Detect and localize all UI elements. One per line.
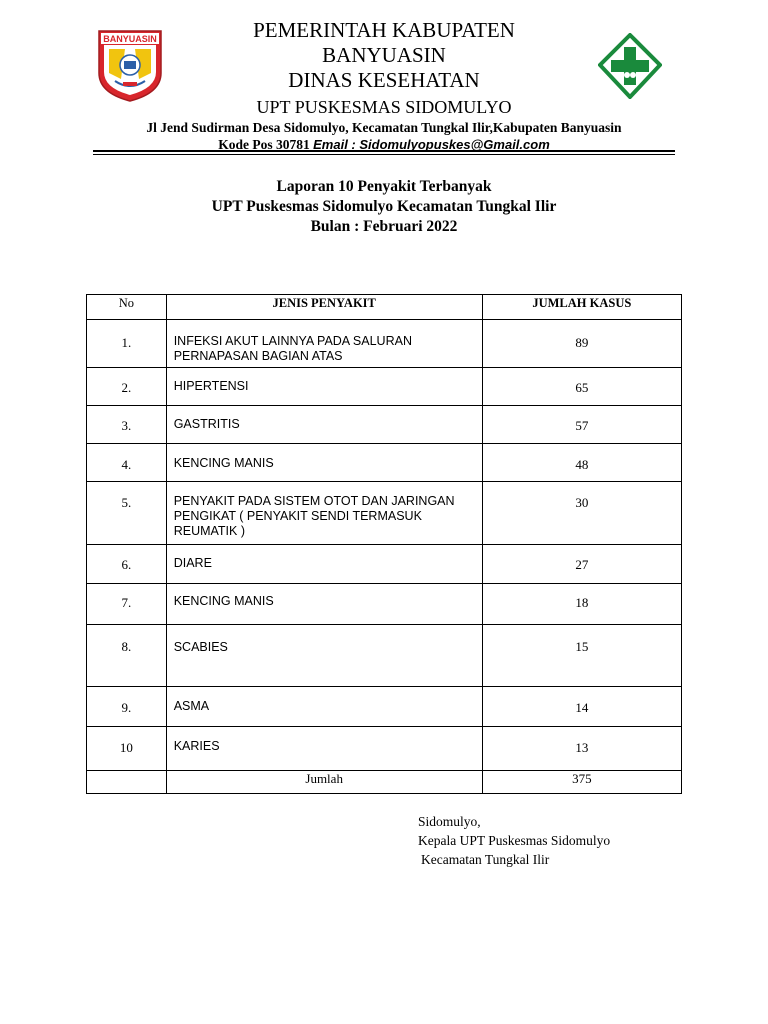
signature-district: Kecamatan Tungkal Ilir [421, 852, 550, 867]
table-row [87, 625, 682, 687]
case-count: 15 [575, 639, 589, 654]
row-number: 1. [121, 335, 132, 350]
row-number: 4. [121, 457, 132, 472]
column-header-disease: JENIS PENYAKIT [166, 295, 482, 320]
report-title [84, 177, 684, 237]
disease-table [86, 294, 682, 794]
row-number-cell [87, 320, 167, 368]
disease-name: SCABIES [173, 640, 228, 654]
table-row [87, 687, 682, 727]
postal-code: Kode Pos 30781 [218, 137, 310, 152]
disease-name-cell [166, 320, 482, 368]
disease-name: INFEKSI AKUT LAINNYA PADA SALURAN PERNAPASAN BAGIAN ATAS [173, 334, 412, 363]
case-count: 89 [575, 335, 589, 350]
total-empty-cell [87, 771, 167, 794]
disease-name: ASMA [173, 699, 210, 713]
table-row [87, 320, 682, 368]
unit-name: UPT PUSKESMAS SIDOMULYO [256, 97, 512, 117]
table-row [87, 368, 682, 406]
row-number: 9. [121, 700, 132, 715]
row-number: 3. [121, 418, 132, 433]
case-count: 27 [575, 557, 589, 572]
report-title-line1: Laporan 10 Penyakit Terbanyak [276, 178, 492, 195]
row-number: 10 [119, 740, 133, 755]
case-count: 57 [575, 418, 589, 433]
emblem-text: BANYUASIN [103, 34, 157, 44]
disease-name: KENCING MANIS [173, 456, 274, 470]
table-total-row [87, 771, 682, 794]
report-title-line3: Bulan : Februari 2022 [310, 218, 458, 235]
disease-name: PENYAKIT PADA SISTEM OTOT DAN JARINGAN PENGIKAT ( PENYAKIT SENDI TERMASUK REUMATIK ) [173, 494, 455, 538]
signature-place: Sidomulyo, [418, 814, 481, 829]
row-number: 5. [121, 495, 132, 510]
regency-name: BANYUASIN [322, 43, 446, 67]
case-count: 13 [575, 740, 589, 755]
table-row [87, 545, 682, 584]
disease-name: KENCING MANIS [173, 594, 274, 608]
signature-block [418, 812, 610, 869]
row-number: 6. [121, 557, 132, 572]
disease-name: GASTRITIS [173, 417, 240, 431]
row-number: 7. [121, 595, 132, 610]
case-count-cell [482, 320, 681, 368]
table-row [87, 727, 682, 771]
letterhead-divider-thick [93, 150, 675, 152]
disease-name: KARIES [173, 739, 220, 753]
column-header-no: No [87, 295, 167, 320]
total-value: 375 [572, 771, 592, 786]
case-count: 48 [575, 457, 589, 472]
letterhead [90, 18, 678, 153]
government-name: PEMERINTAH KABUPATEN [253, 18, 515, 42]
case-count: 65 [575, 380, 589, 395]
signature-position: Kepala UPT Puskesmas Sidomulyo [418, 833, 611, 848]
table-row [87, 444, 682, 482]
address-line: Jl Jend Sudirman Desa Sidomulyo, Kecamatan Tungkal Ilir,Kabupaten Banyuasin [146, 120, 622, 135]
table-header-row [87, 295, 682, 320]
row-number: 8. [121, 639, 132, 654]
report-title-line2: UPT Puskesmas Sidomulyo Kecamatan Tungkal Ilir [211, 198, 557, 215]
table-row [87, 584, 682, 625]
case-count: 18 [575, 595, 589, 610]
row-number: 2. [121, 380, 132, 395]
agency-name: DINAS KESEHATAN [288, 68, 480, 92]
case-count: 14 [575, 700, 589, 715]
table-row [87, 406, 682, 444]
case-count: 30 [575, 495, 589, 510]
column-header-cases: JUMLAH KASUS [482, 295, 681, 320]
table-row [87, 482, 682, 545]
letterhead-divider-thin [93, 154, 675, 155]
disease-name: DIARE [173, 556, 212, 570]
disease-name: HIPERTENSI [173, 379, 249, 393]
total-label: Jumlah [305, 771, 343, 786]
email-address: Email : Sidomulyopuskes@Gmail.com [313, 137, 550, 152]
